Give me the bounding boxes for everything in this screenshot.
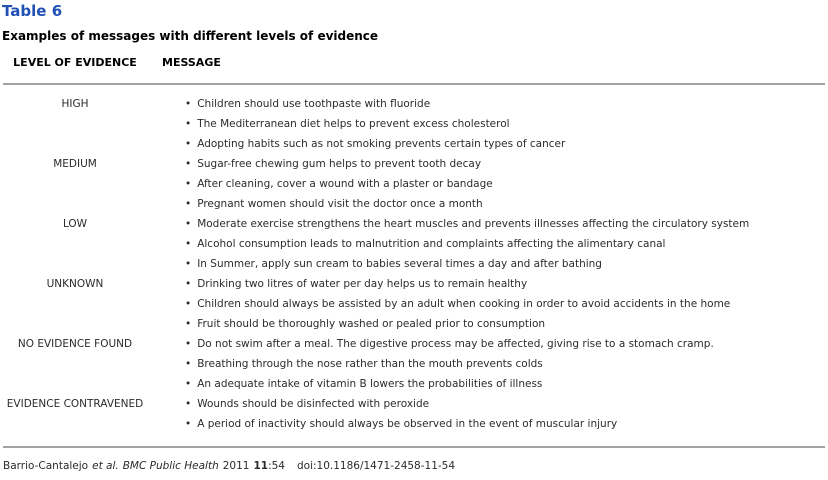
level-cell: UNKNOWN bbox=[46, 278, 104, 290]
message-cell bbox=[150, 334, 714, 354]
bullet-icon: • bbox=[185, 198, 192, 210]
table-row bbox=[0, 374, 828, 394]
table-row bbox=[0, 214, 828, 234]
bullet-icon: • bbox=[185, 138, 192, 150]
message-cell bbox=[150, 394, 429, 414]
column-header-level-of-evidence: LEVEL OF EVIDENCE bbox=[13, 56, 137, 69]
bullet-icon: • bbox=[185, 98, 192, 110]
message-cell bbox=[150, 354, 543, 374]
citation-et-al: et al. bbox=[92, 460, 119, 472]
message-cell bbox=[150, 214, 749, 234]
bullet-icon: • bbox=[185, 398, 192, 410]
message-cell bbox=[150, 274, 527, 294]
message-text: Moderate exercise strengthens the heart muscles and prevents illnesses affecting the circulatory system bbox=[197, 218, 750, 230]
level-cell: EVIDENCE CONTRAVENED bbox=[6, 398, 144, 410]
bullet-icon: • bbox=[185, 318, 192, 330]
message-cell bbox=[150, 174, 493, 194]
message-text: Sugar-free chewing gum helps to prevent tooth decay bbox=[197, 158, 482, 170]
level-cell bbox=[0, 114, 150, 134]
table-caption: Examples of messages with different levels of evidence bbox=[2, 29, 379, 43]
bullet-icon: • bbox=[185, 238, 192, 250]
message-cell bbox=[150, 154, 481, 174]
footer-divider bbox=[3, 446, 825, 448]
level-cell: HIGH bbox=[61, 98, 89, 110]
message-text: Adopting habits such as not smoking prevents certain types of cancer bbox=[197, 138, 566, 150]
message-cell bbox=[150, 94, 430, 114]
table-number-title: Table 6 bbox=[2, 2, 63, 20]
bullet-icon: • bbox=[185, 358, 192, 370]
message-text: A period of inactivity should always be observed in the event of muscular injury bbox=[197, 418, 618, 430]
message-cell bbox=[150, 134, 565, 154]
message-text: Do not swim after a meal. The digestive process may be affected, giving rise to a stomach cramp. bbox=[197, 338, 714, 350]
level-cell bbox=[0, 234, 150, 254]
table-header-row bbox=[0, 56, 828, 69]
citation-year: 2011 bbox=[222, 460, 250, 472]
bullet-icon: • bbox=[185, 378, 192, 390]
message-cell bbox=[150, 414, 617, 434]
level-cell: MEDIUM bbox=[53, 158, 97, 170]
column-header-message: MESSAGE bbox=[162, 56, 221, 69]
message-cell bbox=[150, 294, 730, 314]
citation-volume: 11 bbox=[253, 460, 269, 472]
citation-pages: :54 bbox=[268, 460, 285, 472]
bullet-icon: • bbox=[185, 418, 192, 430]
table-body bbox=[0, 94, 828, 434]
message-text: The Mediterranean diet helps to prevent excess cholesterol bbox=[197, 118, 510, 130]
table-row bbox=[0, 354, 828, 374]
citation-journal: BMC Public Health bbox=[122, 460, 219, 472]
bullet-icon: • bbox=[185, 178, 192, 190]
level-cell bbox=[0, 294, 150, 314]
level-cell bbox=[0, 314, 150, 334]
bullet-icon: • bbox=[185, 278, 192, 290]
table-row bbox=[0, 114, 828, 134]
table-row bbox=[0, 194, 828, 214]
bullet-icon: • bbox=[185, 298, 192, 310]
level-cell bbox=[0, 174, 150, 194]
level-cell bbox=[0, 254, 150, 274]
message-text: In Summer, apply sun cream to babies several times a day and after bathing bbox=[197, 258, 602, 270]
message-text: An adequate intake of vitamin B lowers the probabilities of illness bbox=[197, 378, 543, 390]
message-text: Alcohol consumption leads to malnutrition and complaints affecting the alimentary canal bbox=[197, 238, 666, 250]
citation-line bbox=[3, 460, 828, 472]
message-text: After cleaning, cover a wound with a plaster or bandage bbox=[197, 178, 493, 190]
message-text: Breathing through the nose rather than the mouth prevents colds bbox=[197, 358, 543, 370]
message-cell bbox=[150, 194, 483, 214]
citation-doi: doi:10.1186/1471-2458-11-54 bbox=[297, 460, 456, 472]
bullet-icon: • bbox=[185, 118, 192, 130]
bullet-icon: • bbox=[185, 158, 192, 170]
table-row bbox=[0, 94, 828, 114]
message-text: Children should always be assisted by an adult when cooking in order to avoid accidents in the home bbox=[197, 298, 731, 310]
table-row bbox=[0, 234, 828, 254]
table-row bbox=[0, 134, 828, 154]
table-row bbox=[0, 154, 828, 174]
table-row bbox=[0, 314, 828, 334]
level-cell bbox=[0, 374, 150, 394]
table-row bbox=[0, 294, 828, 314]
message-cell bbox=[150, 234, 665, 254]
table-row bbox=[0, 174, 828, 194]
message-cell bbox=[150, 314, 545, 334]
message-text: Children should use toothpaste with fluoride bbox=[197, 98, 431, 110]
bullet-icon: • bbox=[185, 338, 192, 350]
header-divider bbox=[3, 83, 825, 85]
message-cell bbox=[150, 254, 602, 274]
level-cell bbox=[0, 354, 150, 374]
level-cell: LOW bbox=[62, 218, 88, 230]
citation-authors: Barrio-Cantalejo bbox=[3, 460, 89, 472]
level-cell bbox=[0, 414, 150, 434]
table-row bbox=[0, 394, 828, 414]
table-row bbox=[0, 274, 828, 294]
level-cell bbox=[0, 134, 150, 154]
bullet-icon: • bbox=[185, 218, 192, 230]
level-cell bbox=[0, 194, 150, 214]
message-text: Wounds should be disinfected with peroxide bbox=[197, 398, 430, 410]
message-text: Drinking two litres of water per day helps us to remain healthy bbox=[197, 278, 528, 290]
level-cell: NO EVIDENCE FOUND bbox=[17, 338, 133, 350]
table-row bbox=[0, 254, 828, 274]
bullet-icon: • bbox=[185, 258, 192, 270]
message-text: Fruit should be thoroughly washed or pealed prior to consumption bbox=[197, 318, 546, 330]
message-cell bbox=[150, 114, 510, 134]
message-cell bbox=[150, 374, 542, 394]
table-row bbox=[0, 334, 828, 354]
message-text: Pregnant women should visit the doctor once a month bbox=[197, 198, 483, 210]
table-row bbox=[0, 414, 828, 434]
